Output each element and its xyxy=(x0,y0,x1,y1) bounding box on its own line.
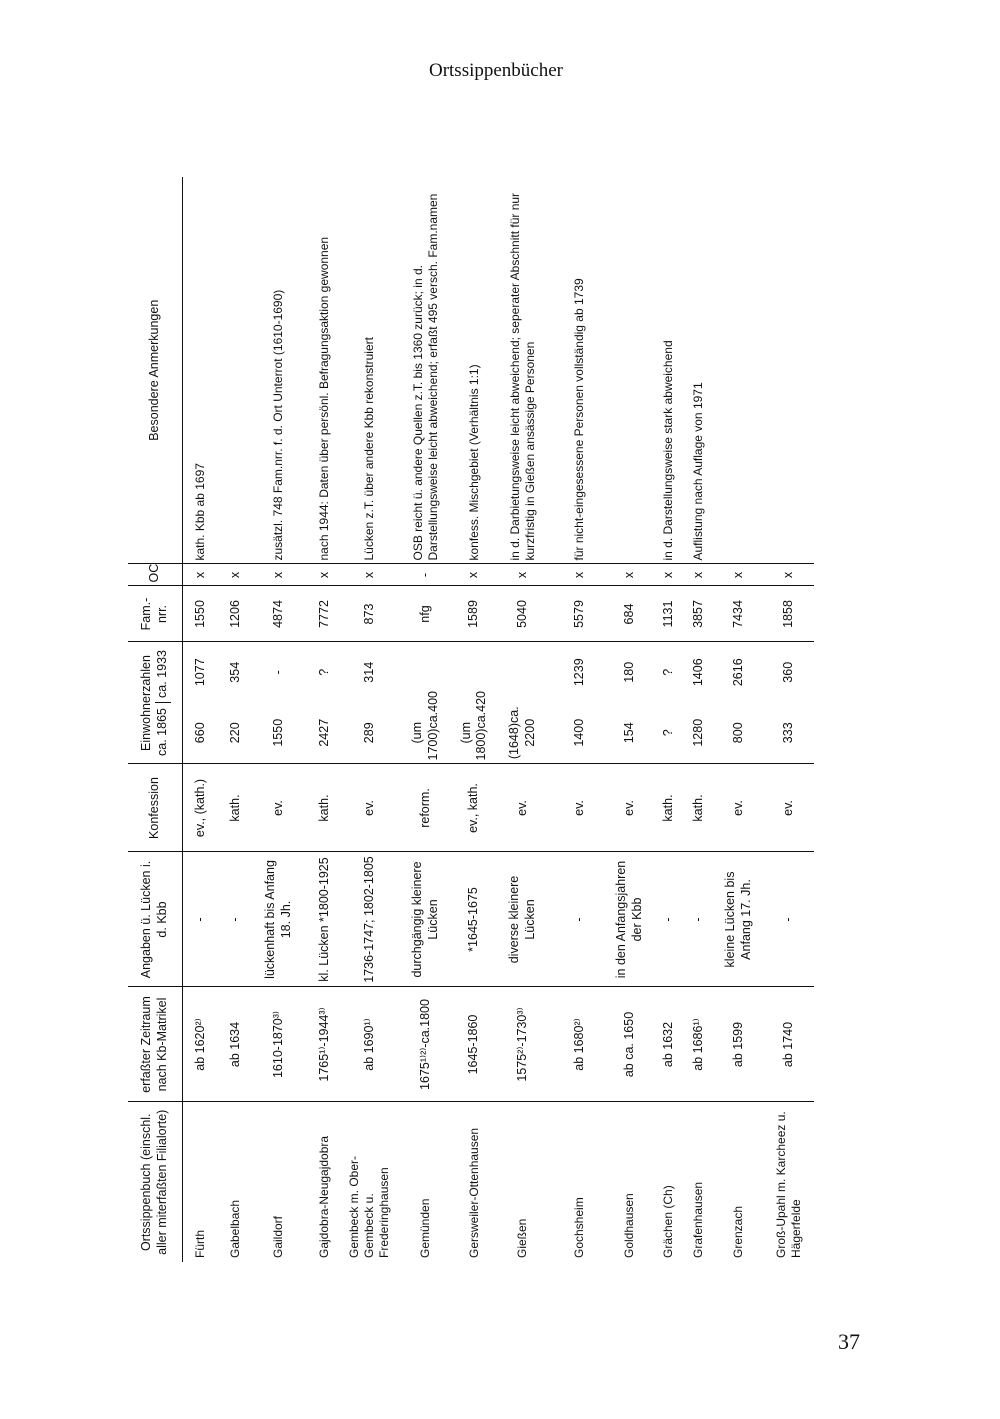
cell-confession: ev. xyxy=(714,764,764,852)
cell-pop1933: 360 xyxy=(780,661,795,683)
running-head: Ortssippenbücher xyxy=(428,60,563,81)
cell-pop1933: 314 xyxy=(361,661,376,683)
cell-place: Gemünden xyxy=(418,1198,432,1258)
cell-notes: Auflistung nach Auflage von 1971 xyxy=(684,177,714,564)
cell-confession: kath. xyxy=(684,764,714,852)
cell-gaps: - xyxy=(554,852,606,987)
cell-notes: konfess. Mischgebiet (Verhältnis 1:1) xyxy=(457,177,492,564)
cell-gaps: diverse kleinere Lücken xyxy=(492,852,554,987)
cell-gaps: kleine Lücken bis Anfang 17. Jh. xyxy=(714,852,764,987)
cell-notes: für nicht-eingesessene Personen vollständig ab 1739 xyxy=(554,177,606,564)
cell-fam: 1550 xyxy=(183,586,219,642)
cell-oc: - xyxy=(395,564,457,586)
cell-pop1933: ? xyxy=(660,668,675,676)
cell-confession: kath. xyxy=(219,764,253,852)
cell-pop1933: 1406 xyxy=(690,658,705,687)
header-notes: Besondere Anmerkungen xyxy=(128,177,183,564)
cell-period: ab 1690¹⁾ xyxy=(345,987,395,1102)
header-fam: Fam.- nrr. xyxy=(128,586,183,642)
page-number: 37 xyxy=(838,1329,860,1354)
cell-oc: x xyxy=(253,564,305,586)
cell-fam: 5579 xyxy=(554,586,606,642)
cell-confession: ev. xyxy=(253,764,305,852)
cell-oc: x xyxy=(305,564,345,586)
cell-pop1933: 1077 xyxy=(192,658,207,687)
table-row xyxy=(654,177,684,1262)
table-row xyxy=(345,177,395,1262)
cell-fam: 7772 xyxy=(305,586,345,642)
cell-pop1933: 180 xyxy=(621,661,636,683)
table-row xyxy=(305,177,345,1262)
cell-period: ab 1680²⁾ xyxy=(554,987,606,1102)
cell-place: Gaildorf xyxy=(271,1215,285,1258)
cell-place: Gabelbach xyxy=(228,1199,242,1258)
cell-notes: kath. Kbb ab 1697 xyxy=(183,177,219,564)
cell-oc: x xyxy=(714,564,764,586)
cell-pop1933: - xyxy=(270,670,285,675)
cell-place: Gajdobra-Neugajdobra xyxy=(317,1135,331,1258)
cell-notes xyxy=(764,177,814,564)
cell-period: ab 1599 xyxy=(714,987,764,1102)
cell-period: ab 1632 xyxy=(654,987,684,1102)
cell-confession: ev. xyxy=(764,764,814,852)
cell-oc: x xyxy=(684,564,714,586)
cell-fam: 1589 xyxy=(457,586,492,642)
cell-period: 1645-1860 xyxy=(457,987,492,1102)
cell-fam: 5040 xyxy=(492,586,554,642)
cell-oc: x xyxy=(492,564,554,586)
table-row xyxy=(606,177,654,1262)
cell-gaps: in den Anfangsjahren der Kbb xyxy=(606,852,654,987)
header-gaps: Angaben ü. Lücken i. d. Kbb xyxy=(128,852,183,987)
header-population-label: Einwohnerzahlen xyxy=(139,655,154,751)
cell-gaps: kl. Lücken *1800-1925 xyxy=(305,852,345,987)
cell-period: ab 1686¹⁾ xyxy=(684,987,714,1102)
cell-fam: 1858 xyxy=(764,586,814,642)
table-row xyxy=(764,177,814,1262)
cell-notes: zusätzl. 748 Fam.nrr. f. d. Ort Unterrot (1610-1690) xyxy=(253,177,305,564)
cell-notes: nach 1944: Daten über persönl. Befragungsaktion gewonnen xyxy=(305,177,345,564)
cell-gaps: durchgängig kleinere Lücken xyxy=(395,852,457,987)
cell-fam: 7434 xyxy=(714,586,764,642)
cell-oc: x xyxy=(554,564,606,586)
cell-oc: x xyxy=(654,564,684,586)
cell-place: Groß-Upahl m. Karcheez u. Hägerfelde xyxy=(773,1111,803,1258)
cell-place: Gembeck m. Ober-Gembeck u. Frederinghausen xyxy=(347,1155,391,1258)
cell-pop1865: 289 xyxy=(345,702,395,764)
cell-fam: 684 xyxy=(606,586,654,642)
cell-oc: x xyxy=(345,564,395,586)
cell-notes xyxy=(219,177,253,564)
cell-period: ab ca. 1650 xyxy=(606,987,654,1102)
table-row xyxy=(684,177,714,1262)
table-row xyxy=(395,177,457,1262)
cell-pop1865: 154 xyxy=(606,702,654,764)
ortssippenbuch-table xyxy=(128,177,814,1262)
cell-gaps: lückenhaft bis Anfang 18. Jh. xyxy=(253,852,305,987)
cell-pop1933: 2616 xyxy=(730,658,745,687)
cell-confession: ev., kath. xyxy=(457,764,492,852)
cell-oc: x xyxy=(606,564,654,586)
cell-confession: ev., (kath.) xyxy=(183,764,219,852)
table-row xyxy=(492,177,554,1262)
cell-period: ab 1634 xyxy=(219,987,253,1102)
cell-fam: 1206 xyxy=(219,586,253,642)
cell-pop1933: ? xyxy=(316,668,331,676)
cell-place: Gochsheim xyxy=(572,1197,587,1258)
rotated-table-container xyxy=(128,177,858,1262)
table-row xyxy=(554,177,606,1262)
cell-pop1865: 220 xyxy=(219,702,253,764)
cell-confession: ev. xyxy=(606,764,654,852)
cell-fam: 3857 xyxy=(684,586,714,642)
cell-period: ab 1740 xyxy=(764,987,814,1102)
table-row xyxy=(183,177,219,1262)
cell-place: Gersweiler-Ottenhausen xyxy=(466,1127,481,1258)
table-row xyxy=(219,177,253,1262)
cell-gaps: - xyxy=(654,852,684,987)
cell-place: Fürth xyxy=(193,1229,208,1258)
header-pop1933: ca. 1933 xyxy=(155,650,169,698)
header-pop1865: ca. 1865 xyxy=(155,703,171,761)
cell-pop1865: 1400 xyxy=(554,702,606,764)
header-place: Ortssippenbuch (einschl. aller miterfaßten Filialorte) xyxy=(128,1102,183,1262)
cell-pop1933 xyxy=(492,642,554,702)
cell-pop1933: 354 xyxy=(227,661,242,683)
cell-fam: 4874 xyxy=(253,586,305,642)
cell-gaps: - xyxy=(183,852,219,987)
cell-pop1865: (1648)ca. 2200 xyxy=(492,702,554,764)
cell-confession: ev. xyxy=(492,764,554,852)
header-oc: OC xyxy=(128,564,183,586)
table-row xyxy=(457,177,492,1262)
cell-notes: OSB reicht ü. andere Quellen z.T. bis 1360 zurück; in d. Darstellungsweise leicht abweichend; erfaßt 495 versch. Fam.namen xyxy=(395,177,457,564)
cell-gaps: 1736-1747; 1802-1805 xyxy=(345,852,395,987)
cell-gaps: - xyxy=(219,852,253,987)
cell-notes xyxy=(714,177,764,564)
cell-place: Gießen xyxy=(515,1218,530,1258)
cell-confession: ev. xyxy=(554,764,606,852)
cell-notes: in d. Darbietungsweise leicht abweichend; seperater Abschnitt für nur kurzfristig in Gießen ansässige Personen xyxy=(492,177,554,564)
cell-period: 1610-1870³⁾ xyxy=(253,987,305,1102)
cell-oc: x xyxy=(183,564,219,586)
cell-notes: Lücken z.T. über andere Kbb rekonstruiert xyxy=(345,177,395,564)
cell-place: Grächen (Ch) xyxy=(661,1185,676,1258)
table-row xyxy=(714,177,764,1262)
cell-period: 1675¹⁾²⁾-ca.1800 xyxy=(395,987,457,1102)
cell-confession: ev. xyxy=(345,764,395,852)
cell-pop1933: 1239 xyxy=(571,658,586,687)
cell-gaps: - xyxy=(764,852,814,987)
cell-oc: x xyxy=(764,564,814,586)
cell-gaps: - xyxy=(684,852,714,987)
cell-pop1865: 660 xyxy=(183,702,219,764)
cell-pop1865: (um 1700)ca.400 xyxy=(395,702,457,764)
cell-pop1865: 1280 xyxy=(684,702,714,764)
header-confession: Konfession xyxy=(128,764,183,852)
cell-oc: x xyxy=(457,564,492,586)
cell-confession: kath. xyxy=(305,764,345,852)
cell-period: 1575²⁾-1730³⁾ xyxy=(492,987,554,1102)
cell-pop1865: 1550 xyxy=(253,702,305,764)
cell-place: Goldhausen xyxy=(622,1193,637,1258)
header-population xyxy=(128,642,183,764)
cell-place: Grafenhausen xyxy=(691,1181,706,1258)
cell-notes xyxy=(606,177,654,564)
table-row xyxy=(253,177,305,1262)
cell-period: ab 1620²⁾ xyxy=(183,987,219,1102)
cell-confession: kath. xyxy=(654,764,684,852)
cell-fam: nfg xyxy=(395,586,457,642)
cell-pop1865: (um 1800)ca.420 xyxy=(457,702,492,764)
cell-gaps: *1645-1675 xyxy=(457,852,492,987)
cell-pop1865: ? xyxy=(654,702,684,764)
header-period: erfaßter Zeitraum nach Kb-Matrikel xyxy=(128,987,183,1102)
cell-pop1865: 800 xyxy=(714,702,764,764)
cell-fam: 1131 xyxy=(654,586,684,642)
cell-period: 1765¹⁾-1944³⁾ xyxy=(305,987,345,1102)
cell-notes: in d. Darstellungsweise stark abweichend xyxy=(654,177,684,564)
cell-oc: x xyxy=(219,564,253,586)
header-row xyxy=(128,177,183,1262)
cell-fam: 873 xyxy=(345,586,395,642)
cell-pop1865: 333 xyxy=(764,702,814,764)
cell-place: Grenzach xyxy=(731,1205,746,1258)
cell-confession: reform. xyxy=(395,764,457,852)
cell-pop1865: 2427 xyxy=(305,702,345,764)
